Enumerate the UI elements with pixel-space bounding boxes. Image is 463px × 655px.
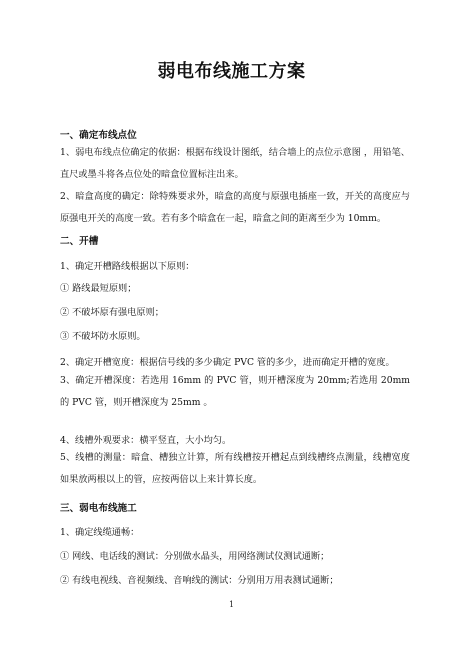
slot-route-intro: 1、确定开槽路线根据以下原则：	[60, 261, 195, 272]
slot-width: 2、确定开槽宽度：根据信号线的多少确定 PVC 管的多少，进而确定开槽的宽度。	[60, 357, 395, 368]
paragraph-slot-depth: 3、确定开槽深度：若选用 16mm 的 PVC 管，则开槽深度为 20mm;若选用 20mm 的 PVC 管，则开槽深度为 25mm 。	[60, 375, 410, 408]
page-title: 弱电布线施工方案	[157, 61, 306, 82]
section-heading-1: 一、确定布线点位	[60, 130, 137, 141]
paragraph-point-basis: 1、弱电布线点位确定的依据：根据布线设计图纸，结合墙上的点位示意图 ，用铅笔、直尺或墨斗将各点位处的暗盒位置标注出来。	[60, 147, 410, 180]
slot-rule-1: ① 路线最短原则；	[60, 283, 137, 294]
section-heading-3: 三、弱电布线施工	[60, 503, 137, 514]
page-number: 1	[228, 600, 235, 609]
cable-check-intro: 1、确定线缆通畅：	[60, 527, 140, 538]
section-heading-2: 二、开槽	[60, 236, 99, 247]
cable-test-network: ① 网线、电话线的测试：分别做水晶头，用网络测试仪测试通断；	[60, 551, 330, 562]
slot-rule-2: ② 不破坏原有强电原则；	[60, 307, 164, 318]
cable-test-av: ② 有线电视线、音视频线、音响线的测试：分别用万用表测试通断；	[60, 575, 339, 586]
paragraph-box-height: 2、暗盒高度的确定：除特殊要求外，暗盒的高度与原强电插座一致，开关的高度应与原强电开关的高度一致。若有多个暗盒在一起，暗盒之间的距离至少为 10mm。	[60, 191, 410, 224]
paragraph-slot-measure: 5、线槽的测量：暗盒、槽独立计算，所有线槽按开槽起点到线槽终点测量，线槽宽度如果放两根以上的管，应按两倍以上来计算长度。	[60, 452, 410, 485]
slot-rule-3: ③ 不破坏防水原则。	[60, 331, 146, 342]
slot-appearance: 4、线槽外观要求：横平竖直，大小均匀。	[60, 435, 232, 446]
